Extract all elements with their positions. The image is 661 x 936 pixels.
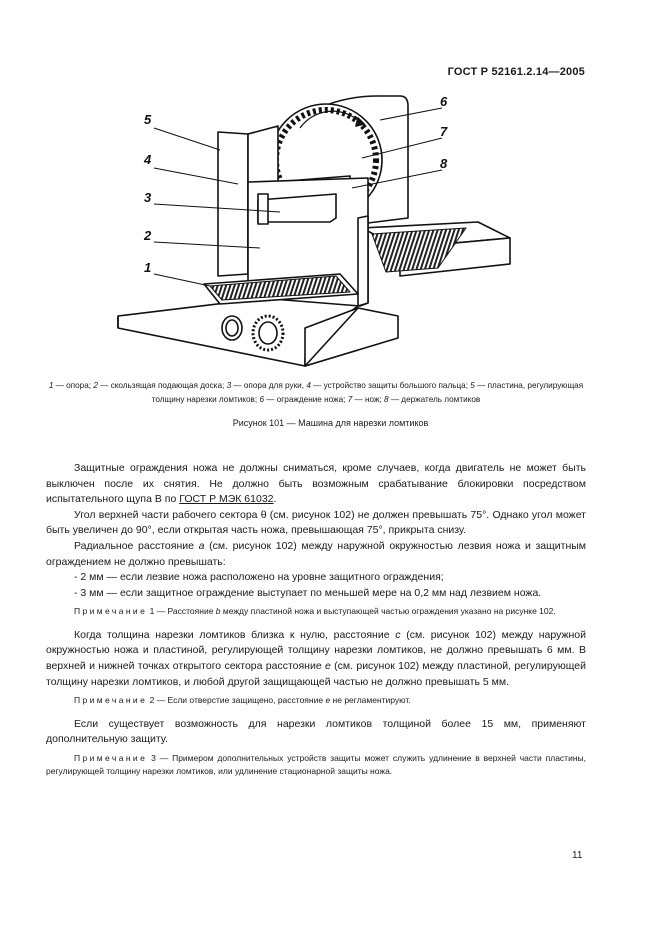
list-item: - 2 мм — если лезвие ножа расположено на уровне защитного ограждения; xyxy=(74,571,444,584)
standard-reference-link[interactable]: ГОСТ Р МЭК 61032 xyxy=(179,493,274,506)
callout-7: 7 xyxy=(440,124,448,139)
page-number: 11 xyxy=(572,850,583,861)
note-1: Примечание 1 — Расстояние b между пластиной ножа и выступающей частью ограждения указано на рисунке 102. xyxy=(74,606,556,617)
thumb-guard xyxy=(258,194,268,224)
callout-5: 5 xyxy=(144,112,152,127)
document-id: ГОСТ Р 52161.2.14—2005 xyxy=(447,66,585,78)
paragraph-slice-thickness: Когда толщина нарезки ломтиков близка к нулю, расстояние с (см. рисунок 102) между наружной окружностью ножа и пластиной, регулирующей толщину нарезки ломтиков, не должно превышать 6 мм. В верхней и нижней точках открытого сектора расстояние е (см. рисунок 102) между пластиной, регулирующей толщину нарезки ломтиков, и любой другой защищающей частью не должно превышать 5 мм. xyxy=(46,628,586,688)
callout-4: 4 xyxy=(144,152,152,167)
paragraph-angle: Угол верхней части рабочего сектора θ (см. рисунок 102) не должен превышать 75°. Однако угол может быть увеличен до 90°, если открытая часть ножа, превышающая 75°, прикрыта снизу. xyxy=(46,508,586,537)
document-body xyxy=(46,461,586,788)
note-3: Примечание 3 — Примером дополнительных устройств защиты может служить удлинение в верхней части пластины, регулирующей толщину нарезки ломтиков, или удлинение стационарной защиты ножа. xyxy=(46,752,586,777)
feed-carriage xyxy=(362,222,510,276)
callout-2: 2 xyxy=(144,228,152,243)
figure-legend: 1 — опора; 2 — скользящая подающая доска; 3 — опора для руки, 4 — устройство защиты большого пальца; 5 — пластина, регулирующая толщину нарезки ломтиков; 6 — ограждение ножа; 7 — нож; 8 — держатель ломтиков xyxy=(48,381,584,404)
figure-caption: Рисунок 101 — Машина для нарезки ломтиков xyxy=(232,418,429,428)
paragraph-guard-removal: Защитные ограждения ножа не должны сниматься, кроме случаев, когда двигатель не может быть выключен после их снятия. Не должно быть возможным срабатывание блокировки посредством испытательного щупа В по ГОСТ Р МЭК 61032. xyxy=(46,462,586,506)
note-2: Примечание 2 — Если отверстие защищено, расстояние е не регламентируют. xyxy=(74,695,411,706)
callout-6: 6 xyxy=(440,94,448,109)
callout-1: 1 xyxy=(144,260,152,275)
slicer-machine-drawing xyxy=(100,88,540,378)
callout-3: 3 xyxy=(144,190,152,205)
paragraph-radial-distance: Радиальное расстояние а (см. рисунок 102) между наружной окружностью лезвия ножа и защитным ограждением не должно превышать: xyxy=(46,539,587,568)
list-item: - 3 мм — если защитное ограждение выступает по меньшей мере на 0,2 мм над лезвием ножа. xyxy=(74,586,542,599)
paragraph-additional-protection: Если существует возможность для нарезки ломтиков толщиной более 15 мм, применяют дополнительную защиту. xyxy=(46,717,586,746)
callout-8: 8 xyxy=(440,156,448,171)
